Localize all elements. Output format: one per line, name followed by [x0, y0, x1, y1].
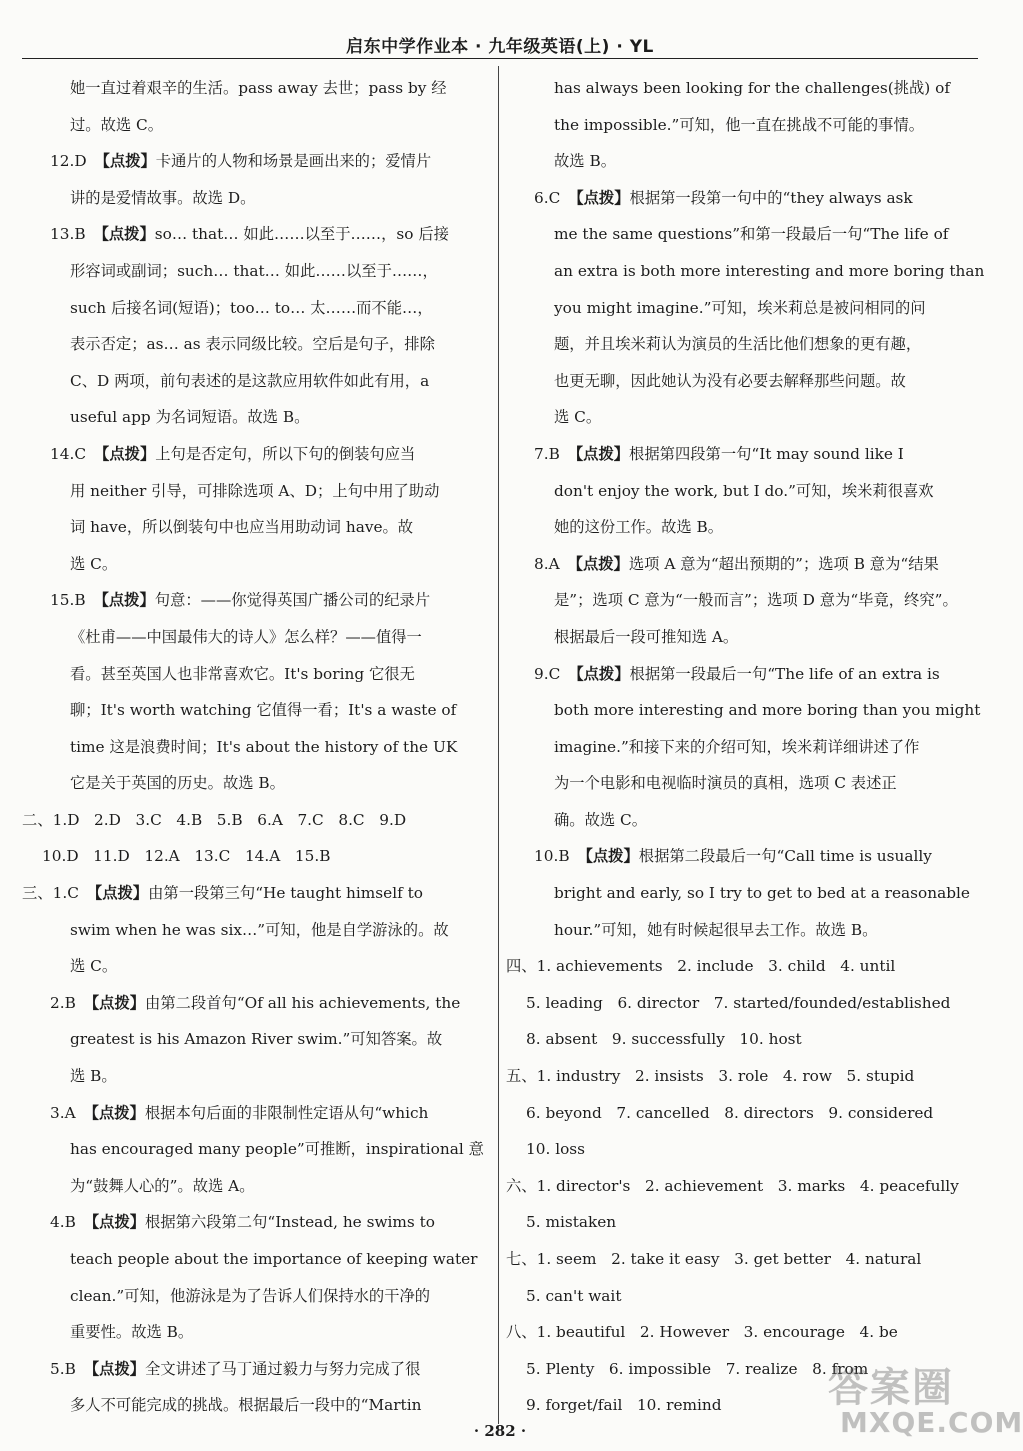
answer-line	[22, 143, 484, 180]
answer-text: 多人不可能完成的挑战。根据最后一段中的“Martin	[70, 1396, 422, 1415]
answer-text: the impossible.”可知，他一直在挑战不可能的事情。	[554, 115, 925, 134]
answer-text: 词 have，所以倒装句中也应当用助动词 have。故	[70, 518, 414, 537]
answer-text: 选 C。	[554, 408, 602, 427]
answer-line	[22, 948, 484, 985]
answer-text: 全文讲述了马丁通过毅力与努力完成了很	[145, 1359, 421, 1378]
answer-text: 9. forget/fail 10. remind	[526, 1396, 722, 1415]
answer-text: bright and early, so I try to get to bed at a reasonable	[554, 884, 970, 903]
answer-text: 四、1. achievements 2. include 3. child 4. until	[506, 957, 896, 976]
question-number: 4.B	[50, 1213, 76, 1232]
answer-line	[22, 107, 484, 144]
answer-text: 是”；选项 C 意为“一般而言”；选项 D 意为“毕竟，终究”。	[554, 591, 958, 610]
answer-line	[506, 875, 970, 912]
question-number: 8.A	[534, 554, 560, 573]
answer-line	[506, 692, 981, 729]
answer-text: 根据本句后面的非限制性定语从句“which	[144, 1103, 429, 1122]
answer-line	[22, 985, 484, 1022]
question-number: 2.B	[50, 993, 76, 1012]
answer-line	[22, 1021, 484, 1058]
answer-line	[22, 875, 484, 912]
header-rule	[22, 58, 978, 59]
answer-text: C、D 两项，前句表述的是这款应用软件如此有用，a	[70, 371, 430, 390]
answer-text: clean.”可知，他游泳是为了告诉人们保持水的干净的	[70, 1286, 431, 1305]
answer-text: 聊；It's worth watching 它值得一看；It's a waste of	[70, 701, 457, 720]
answer-text: 根据第六段第二句“Instead, he swims to	[145, 1213, 436, 1232]
answer-line	[506, 216, 949, 253]
hint-tag: 【点拨】	[577, 847, 639, 866]
answer-line	[22, 765, 484, 802]
answer-line	[22, 838, 484, 875]
answer-line	[22, 399, 484, 436]
answer-line	[22, 1058, 484, 1095]
answer-text: such 后接名词(短语)；too… to… 太……而不能…，	[70, 298, 433, 317]
answer-line	[506, 70, 951, 107]
answer-text: you might imagine.”可知，埃米莉总是被问相同的问	[554, 298, 926, 317]
answer-line	[506, 399, 910, 436]
question-number: 三、1.C	[22, 884, 79, 903]
answer-text: 《杜甫——中国最伟大的诗人》怎么样？——值得一	[70, 627, 422, 646]
answer-line	[22, 216, 484, 253]
answer-text: greatest is his Amazon River swim.”可知答案。故	[70, 1030, 443, 1049]
answer-text: 看。甚至英国人也非常喜欢它。It's boring 它很无	[70, 664, 415, 683]
answer-text: teach people about the importance of keeping water	[70, 1250, 478, 1268]
answer-line	[506, 143, 910, 180]
answer-text: 故选 B。	[554, 152, 616, 171]
answer-text: 选 C。	[70, 554, 118, 573]
answer-line	[22, 70, 484, 107]
answer-line	[22, 1314, 484, 1351]
watermark-top-text: 答案圈	[828, 1365, 954, 1411]
answer-text: 也更无聊，因此她认为没有必要去解释那些问题。故	[554, 371, 906, 390]
hint-tag: 【点拨】	[567, 554, 629, 573]
answer-line	[506, 509, 910, 546]
answer-line	[22, 473, 484, 510]
answer-text: 6. beyond 7. cancelled 8. directors 9. considered	[526, 1103, 934, 1122]
answer-line	[506, 253, 985, 290]
answer-text: don't enjoy the work, but I do.”可知，埃米莉很喜欢	[554, 481, 934, 500]
answer-text: 五、1. industry 2. insists 3. role 4. row 5. stupid	[506, 1067, 915, 1086]
answer-text: 题，并且埃米莉认为演员的生活比他们想象的更有趣，	[554, 335, 922, 354]
answer-line	[506, 948, 910, 985]
answer-text: 句意：——你觉得英国广播公司的纪录片	[154, 591, 431, 610]
answer-line	[506, 765, 910, 802]
answer-line	[506, 1168, 959, 1205]
hint-tag: 【点拨】	[83, 1359, 146, 1378]
answer-text: 二、1.D 2.D 3.C 4.B 5.B 6.A 7.C 8.C 9.D	[22, 810, 407, 829]
answer-text: 为“鼓舞人心的”。故选 A。	[70, 1176, 255, 1195]
answer-line	[22, 729, 484, 766]
hint-tag: 【点拨】	[94, 444, 156, 463]
answer-text: 用 neither 引导，可排除选项 A、D；上句中用了助动	[70, 481, 440, 500]
hint-tag: 【点拨】	[93, 591, 155, 610]
watermark-logo	[820, 1356, 1023, 1446]
answer-line	[506, 1204, 910, 1241]
answer-line	[22, 1241, 484, 1278]
right-column	[506, 70, 985, 1424]
answer-line	[22, 1387, 484, 1424]
answer-line	[22, 1095, 484, 1132]
answer-line	[506, 802, 910, 839]
answer-line	[22, 1168, 484, 1205]
answer-text: 10.D 11.D 12.A 13.C 14.A 15.B	[42, 847, 331, 866]
answer-text: 5. can't wait	[526, 1286, 622, 1305]
answer-text: 过。故选 C。	[70, 115, 164, 134]
hint-tag: 【点拨】	[93, 225, 155, 244]
answer-line	[22, 912, 484, 949]
answer-text: 上句是否定句，所以下句的倒装句应当	[155, 444, 416, 463]
question-number: 6.C	[534, 188, 561, 207]
answer-text: 5. mistaken	[526, 1213, 617, 1232]
answer-text: me the same questions”和第一段最后一句“The life of	[554, 225, 949, 244]
answer-text: has always been looking for the challenges(挑战) of	[554, 79, 951, 97]
answer-text: 它是关于英国的历史。故选 B。	[70, 774, 285, 793]
hint-tag: 【点拨】	[86, 884, 149, 903]
answer-text: 她的这份工作。故选 B。	[554, 518, 724, 537]
answer-line	[506, 1278, 910, 1315]
answer-text: useful app 为名词短语。故选 B。	[70, 408, 310, 427]
page-number: · 282 ·	[473, 1422, 527, 1440]
left-column	[22, 70, 484, 1424]
answer-line	[22, 1131, 484, 1168]
answer-line	[22, 1204, 484, 1241]
answer-line	[22, 363, 484, 400]
answer-text: 卡通片的人物和场景是画出来的；爱情片	[155, 152, 432, 171]
answer-line	[22, 546, 484, 583]
answer-line	[22, 326, 484, 363]
hint-tag: 【点拨】	[83, 1213, 146, 1232]
answer-line	[506, 180, 913, 217]
answer-line	[506, 582, 958, 619]
question-number: 3.A	[50, 1103, 76, 1122]
answer-line	[506, 912, 910, 949]
answer-text: 七、1. seem 2. take it easy 3. get better 4. natural	[506, 1250, 922, 1268]
answer-line	[506, 546, 939, 583]
answer-text: 六、1. director's 2. achievement 3. marks 4. peacefully	[506, 1176, 959, 1195]
answer-line	[506, 1131, 910, 1168]
answer-text: 重要性。故选 B。	[70, 1323, 194, 1342]
answer-line	[506, 656, 940, 693]
answer-line	[22, 1351, 484, 1388]
page-header	[0, 0, 1000, 62]
answer-text: 根据第一段最后一句“The life of an extra is	[629, 664, 940, 683]
answer-text: 由第二段首句“Of all his achievements, the	[145, 993, 461, 1012]
header-title: 启东中学作业本 · 九年级英语(上) · YL	[346, 37, 654, 57]
answer-text: 5. Plenty 6. impossible 7. realize 8. from	[526, 1359, 869, 1378]
answer-text: 10. loss	[526, 1140, 585, 1159]
answer-line	[22, 656, 484, 693]
question-number: 12.D	[50, 152, 87, 171]
hint-tag: 【点拨】	[568, 664, 630, 683]
answer-line	[506, 1241, 922, 1278]
answer-text: imagine.”和接下来的介绍可知，埃米莉详细讲述了作	[554, 737, 920, 756]
question-number: 15.B	[50, 591, 86, 610]
answer-line	[506, 473, 934, 510]
hint-tag: 【点拨】	[94, 152, 156, 171]
answer-text: hour.”可知，她有时候起很早去工作。故选 B。	[554, 920, 878, 939]
answer-text: swim when he was six…”可知，他是自学游泳的。故	[70, 920, 449, 939]
hint-tag: 【点拨】	[83, 993, 146, 1012]
answer-line	[506, 326, 922, 363]
answer-line	[506, 290, 926, 327]
answer-text: 根据第四段第一句“It may sound like I	[629, 444, 904, 463]
answer-line	[506, 1058, 915, 1095]
answer-line	[22, 619, 484, 656]
answer-line	[22, 802, 484, 839]
answer-line	[22, 1278, 484, 1315]
answer-line	[22, 509, 484, 546]
answer-text: 5. leading 6. director 7. started/founded/established	[526, 993, 951, 1012]
answer-text: time 这是浪费时间；It's about the history of the UK	[70, 737, 458, 756]
answer-line	[22, 436, 484, 473]
answer-line	[22, 582, 484, 619]
question-number: 5.B	[50, 1359, 76, 1378]
answer-text: 八、1. beautiful 2. However 3. encourage 4. be	[506, 1323, 898, 1342]
hint-tag: 【点拨】	[83, 1103, 145, 1122]
answer-text: 确。故选 C。	[554, 810, 648, 829]
answer-line	[506, 436, 910, 473]
answer-text: 选项 A 意为“超出预期的”；选项 B 意为“结果	[628, 554, 939, 573]
watermark-bottom-text: MXQE.COM	[840, 1406, 1023, 1439]
answer-line	[506, 619, 910, 656]
answer-line	[22, 253, 484, 290]
answer-text: 她一直过着艰辛的生活。pass away 去世；pass by 经	[70, 79, 447, 97]
answer-line	[506, 729, 920, 766]
answer-text: has encouraged many people”可推断，inspirational 意	[70, 1140, 484, 1159]
answer-text: 为一个电影和电视临时演员的真相，选项 C 表述正	[554, 774, 897, 793]
answer-text: so… that… 如此……以至于……，so 后接	[154, 225, 449, 244]
question-number: 9.C	[534, 664, 561, 683]
answer-line	[22, 180, 484, 217]
answer-text: 形容词或副词；such… that… 如此……以至于……，	[70, 261, 438, 280]
question-number: 7.B	[534, 444, 560, 463]
answer-line	[506, 1021, 910, 1058]
answer-line	[506, 838, 932, 875]
answer-text: 根据第二段最后一句“Call time is usually	[638, 847, 932, 866]
answer-line	[22, 290, 484, 327]
answer-text: 讲的是爱情故事。故选 D。	[70, 188, 256, 207]
column-divider	[498, 66, 499, 1424]
answer-line	[506, 1095, 934, 1132]
answer-line	[22, 692, 484, 729]
answer-text: 表示否定；as… as 表示同级比较。空后是句子，排除	[70, 335, 435, 354]
answer-line	[506, 363, 910, 400]
answer-text: 选 C。	[70, 957, 118, 976]
question-number: 10.B	[534, 847, 570, 866]
answer-text: 根据第一段第一句中的“they always ask	[629, 188, 913, 207]
answer-text: an extra is both more interesting and more boring than	[554, 261, 985, 280]
answer-text: 由第一段第三句“He taught himself to	[148, 884, 423, 903]
answer-line	[506, 1314, 910, 1351]
hint-tag: 【点拨】	[568, 188, 630, 207]
answer-text: both more interesting and more boring than you might	[554, 701, 981, 720]
question-number: 13.B	[50, 225, 86, 244]
answer-text: 8. absent 9. successfully 10. host	[526, 1030, 802, 1049]
answer-line	[506, 107, 925, 144]
answer-text: 根据最后一段可推知选 A。	[554, 627, 739, 646]
answer-text: 选 B。	[70, 1067, 117, 1086]
hint-tag: 【点拨】	[567, 444, 630, 463]
question-number: 14.C	[50, 444, 87, 463]
answer-line	[506, 985, 951, 1022]
